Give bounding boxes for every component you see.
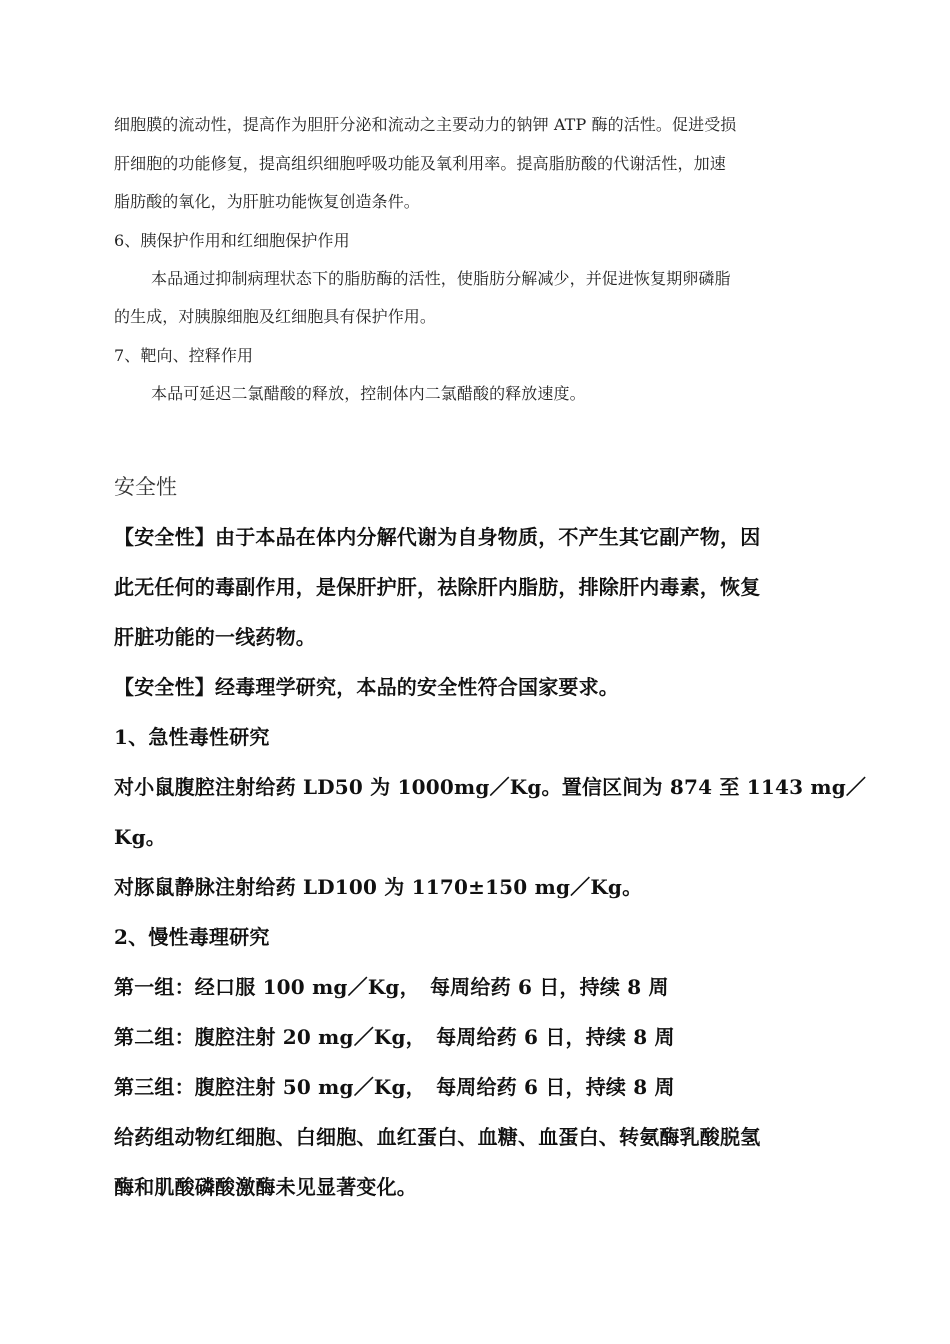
chronic-conclusion-line: 酶和肌酸磷酸激酶未见显著变化。: [114, 1175, 417, 1199]
acute-toxicity-line: 对小鼠腹腔注射给药 LD50 为 1000mg／Kg。置信区间为 874 至 1143 mg／: [114, 775, 867, 799]
item6-text-line: 本品通过抑制病理状态下的脂肪酶的活性，使脂肪分解减少，并促进恢复期卵磷脂: [151, 269, 731, 288]
safety-para2: 【安全性】经毒理学研究，本品的安全性符合国家要求。: [114, 675, 619, 699]
efficacy-text-line: 肝细胞的功能修复，提高组织细胞呼吸功能及氧利用率。提高脂肪酸的代谢活性，加速: [114, 154, 726, 173]
safety-heading: 安全性: [114, 475, 177, 499]
safety-para1-line: 【安全性】由于本品在体内分解代谢为自身物质，不产生其它副产物，因: [114, 525, 761, 549]
acute-toxicity-line: 对豚鼠静脉注射给药 LD100 为 1170±150 mg／Kg。: [114, 875, 643, 899]
acute-toxicity-title: 1、急性毒性研究: [114, 725, 270, 749]
item7-text-line: 本品可延迟二氯醋酸的释放，控制体内二氯醋酸的释放速度。: [151, 384, 586, 403]
efficacy-text-line: 细胞膜的流动性，提高作为胆肝分泌和流动之主要动力的钠钾 ATP 酶的活性。促进受损: [114, 115, 737, 134]
item6-text-line: 的生成，对胰腺细胞及红细胞具有保护作用。: [114, 307, 437, 326]
efficacy-text-line: 脂肪酸的氧化，为肝脏功能恢复创造条件。: [114, 192, 420, 211]
item7-title: 7、靶向、控释作用: [114, 346, 254, 365]
chronic-conclusion-line: 给药组动物红细胞、白细胞、血红蛋白、血糖、血蛋白、转氨酶乳酸脱氢: [114, 1125, 761, 1149]
acute-toxicity-line: Kg。: [114, 825, 166, 849]
chronic-group-line: 第二组：腹腔注射 20 mg／Kg， 每周给药 6 日，持续 8 周: [114, 1025, 675, 1049]
chronic-group-line: 第一组：经口服 100 mg／Kg， 每周给药 6 日，持续 8 周: [114, 975, 669, 999]
item6-title: 6、胰保护作用和红细胞保护作用: [114, 231, 350, 250]
chronic-group-line: 第三组：腹腔注射 50 mg／Kg， 每周给药 6 日，持续 8 周: [114, 1075, 675, 1099]
safety-para1-line: 肝脏功能的一线药物。: [114, 625, 316, 649]
chronic-toxicity-title: 2、慢性毒理研究: [114, 925, 270, 949]
safety-para1-line: 此无任何的毒副作用，是保肝护肝，祛除肝内脂肪，排除肝内毒素，恢复: [114, 575, 761, 599]
